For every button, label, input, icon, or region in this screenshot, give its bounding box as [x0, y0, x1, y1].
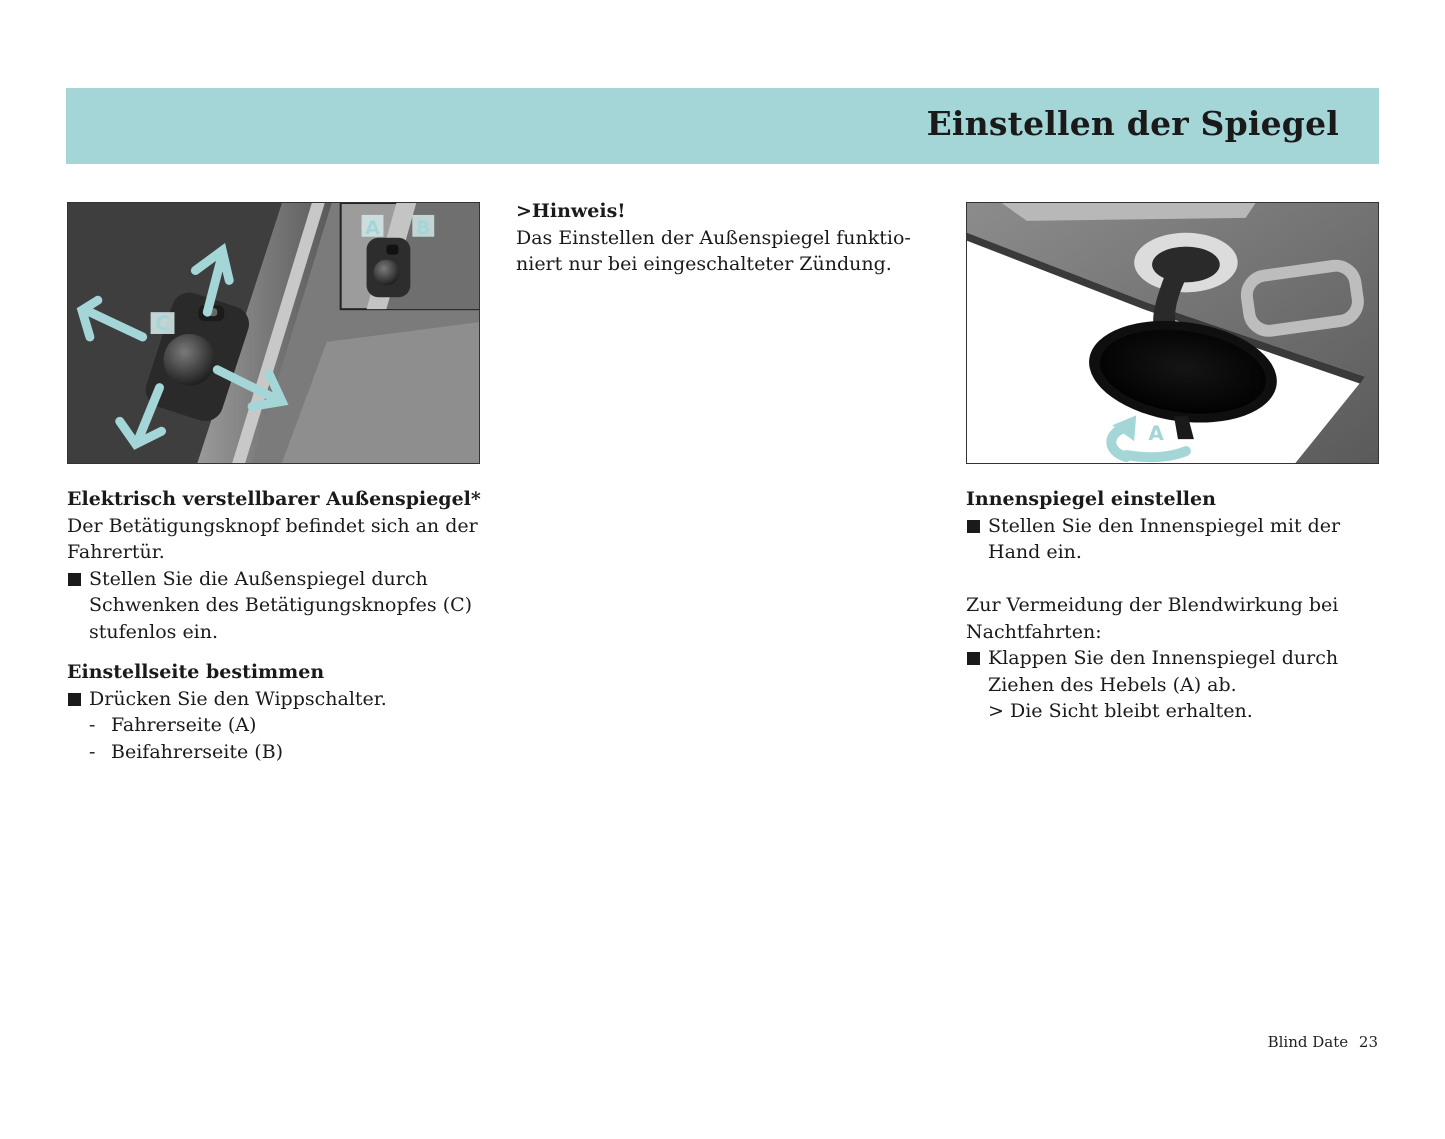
bullet-line: Stellen Sie die Außenspiegel durch: [89, 567, 428, 590]
square-bullet-icon: [68, 573, 81, 586]
bullet-line: Ziehen des Hebels (A) ab.: [988, 673, 1237, 696]
bullet-line: stufenlos ein.: [89, 620, 219, 643]
square-bullet-icon: [967, 652, 980, 665]
sub-option-driver-side: - Fahrerseite (A): [89, 714, 257, 736]
callout-a-label: A: [1148, 422, 1164, 446]
note-heading: >Hinweis!: [516, 200, 626, 222]
intro-line: Fahrertür.: [67, 541, 165, 563]
instruction-bullet: [966, 645, 1396, 698]
paragraph-line: Nachtfahrten:: [966, 620, 1102, 643]
interior-mirror-illustration: [967, 203, 1378, 463]
instruction-bullet: [67, 566, 497, 646]
section-heading-select-side: Einstellseite bestimmen: [67, 661, 325, 683]
interior-mirror-figure: [966, 202, 1379, 464]
callout-c-label: C: [155, 312, 170, 336]
note-line: niert nur bei eingeschalteter Zündung.: [516, 253, 892, 275]
door-mirror-control-figure: [67, 202, 480, 464]
square-bullet-icon: [68, 693, 81, 706]
left-column: [67, 486, 497, 765]
page-number: 23: [1358, 1033, 1378, 1051]
sub-option-passenger-side: - Beifahrerseite (B): [89, 740, 284, 763]
bullet-line: Hand ein.: [988, 541, 1082, 563]
callout-a-label: A: [365, 216, 380, 239]
note-line: Das Einstellen der Außenspiegel funktio-: [516, 226, 911, 249]
middle-column: [516, 198, 946, 278]
section-heading-electric-mirror: Elektrisch verstellbarer Außenspiegel*: [67, 488, 481, 510]
bullet-line: Schwenken des Betätigungsknopfes (C): [89, 594, 473, 616]
result-line: > Die Sicht bleibt erhalten.: [988, 700, 1253, 722]
bullet-line: Klappen Sie den Innenspiegel durch: [988, 647, 1339, 669]
page-title: Einstellen der Spiegel: [926, 104, 1339, 143]
instruction-bullet: [67, 686, 497, 713]
square-bullet-icon: [967, 520, 980, 533]
header-band: [66, 88, 1379, 164]
bullet-line: Stellen Sie den Innenspiegel mit der: [988, 514, 1341, 537]
bullet-line: Drücken Sie den Wippschalter.: [89, 687, 387, 710]
callout-b-label: B: [416, 216, 431, 239]
section-heading-interior-mirror: Innenspiegel einstellen: [966, 488, 1216, 510]
page-footer: [1262, 1033, 1378, 1051]
paragraph-line: Zur Vermeidung der Blendwirkung bei: [966, 594, 1339, 616]
footer-title: Blind Date: [1267, 1033, 1349, 1051]
right-column: [966, 486, 1396, 725]
intro-line: Der Betätigungsknopf befindet sich an der: [67, 514, 478, 537]
instruction-bullet: [966, 513, 1396, 566]
door-mirror-control-illustration: [68, 203, 479, 463]
